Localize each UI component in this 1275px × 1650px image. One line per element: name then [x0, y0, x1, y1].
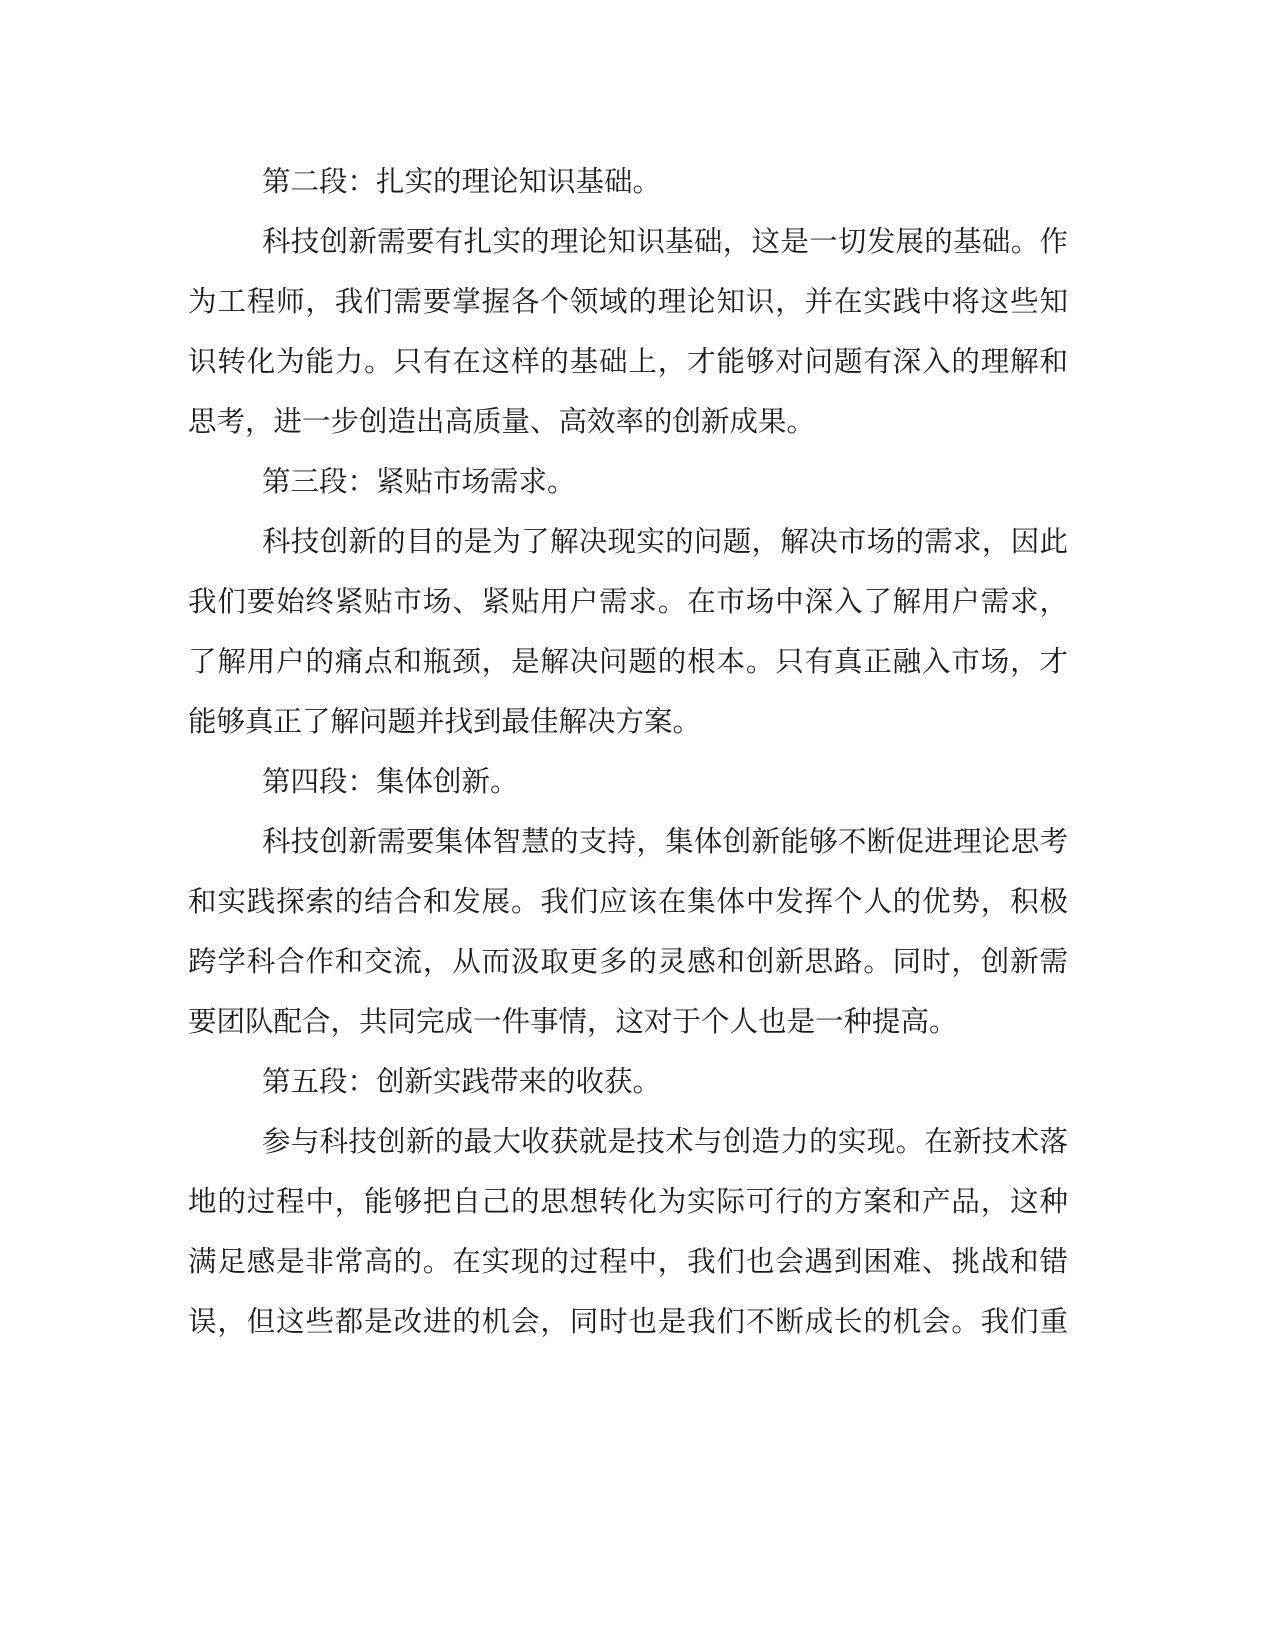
- paragraph-first-line: 科技创新需要有扎实的理论知识基础，这是一切发展的基础。作: [262, 225, 1068, 258]
- paragraph-line: 满足感是非常高的。在实现的过程中，我们也会遇到困难、挑战和错: [188, 1245, 1068, 1278]
- paragraph-first-line: 第三段：紧贴市场需求。: [262, 465, 576, 498]
- paragraph-line: 我们要始终紧贴市场、紧贴用户需求。在市场中深入了解用户需求，: [188, 585, 1068, 618]
- paragraph-line: 为工程师，我们需要掌握各个领域的理论知识，并在实践中将这些知: [188, 285, 1068, 318]
- paragraph-first-line: 科技创新需要集体智慧的支持，集体创新能够不断促进理论思考: [262, 825, 1068, 858]
- paragraph-line: 误，但这些都是改进的机会，同时也是我们不断成长的机会。我们重: [188, 1305, 1068, 1338]
- paragraph-first-line: 第五段：创新实践带来的收获。: [262, 1065, 662, 1098]
- paragraph-first-line: 参与科技创新的最大收获就是技术与创造力的实现。在新技术落: [262, 1125, 1068, 1158]
- paragraph-line: 跨学科合作和交流，从而汲取更多的灵感和创新思路。同时，创新需: [188, 945, 1068, 978]
- paragraph-first-line: 第四段：集体创新。: [262, 765, 519, 798]
- paragraph-line: 要团队配合，共同完成一件事情，这对于个人也是一种提高。: [188, 1005, 958, 1038]
- paragraph-line: 思考，进一步创造出高质量、高效率的创新成果。: [188, 405, 816, 438]
- paragraph-line: 和实践探索的结合和发展。我们应该在集体中发挥个人的优势，积极: [188, 885, 1068, 918]
- paragraph-line: 能够真正了解问题并找到最佳解决方案。: [188, 705, 702, 738]
- paragraph-line: 了解用户的痛点和瓶颈，是解决问题的根本。只有真正融入市场，才: [188, 645, 1068, 678]
- paragraph-line: 识转化为能力。只有在这样的基础上，才能够对问题有深入的理解和: [188, 345, 1068, 378]
- paragraph-first-line: 科技创新的目的是为了解决现实的问题，解决市场的需求，因此: [262, 525, 1068, 558]
- paragraph-first-line: 第二段：扎实的理论知识基础。: [262, 165, 662, 198]
- paragraph-line: 地的过程中，能够把自己的思想转化为实际可行的方案和产品，这种: [188, 1185, 1068, 1218]
- document-body: [188, 152, 1068, 1352]
